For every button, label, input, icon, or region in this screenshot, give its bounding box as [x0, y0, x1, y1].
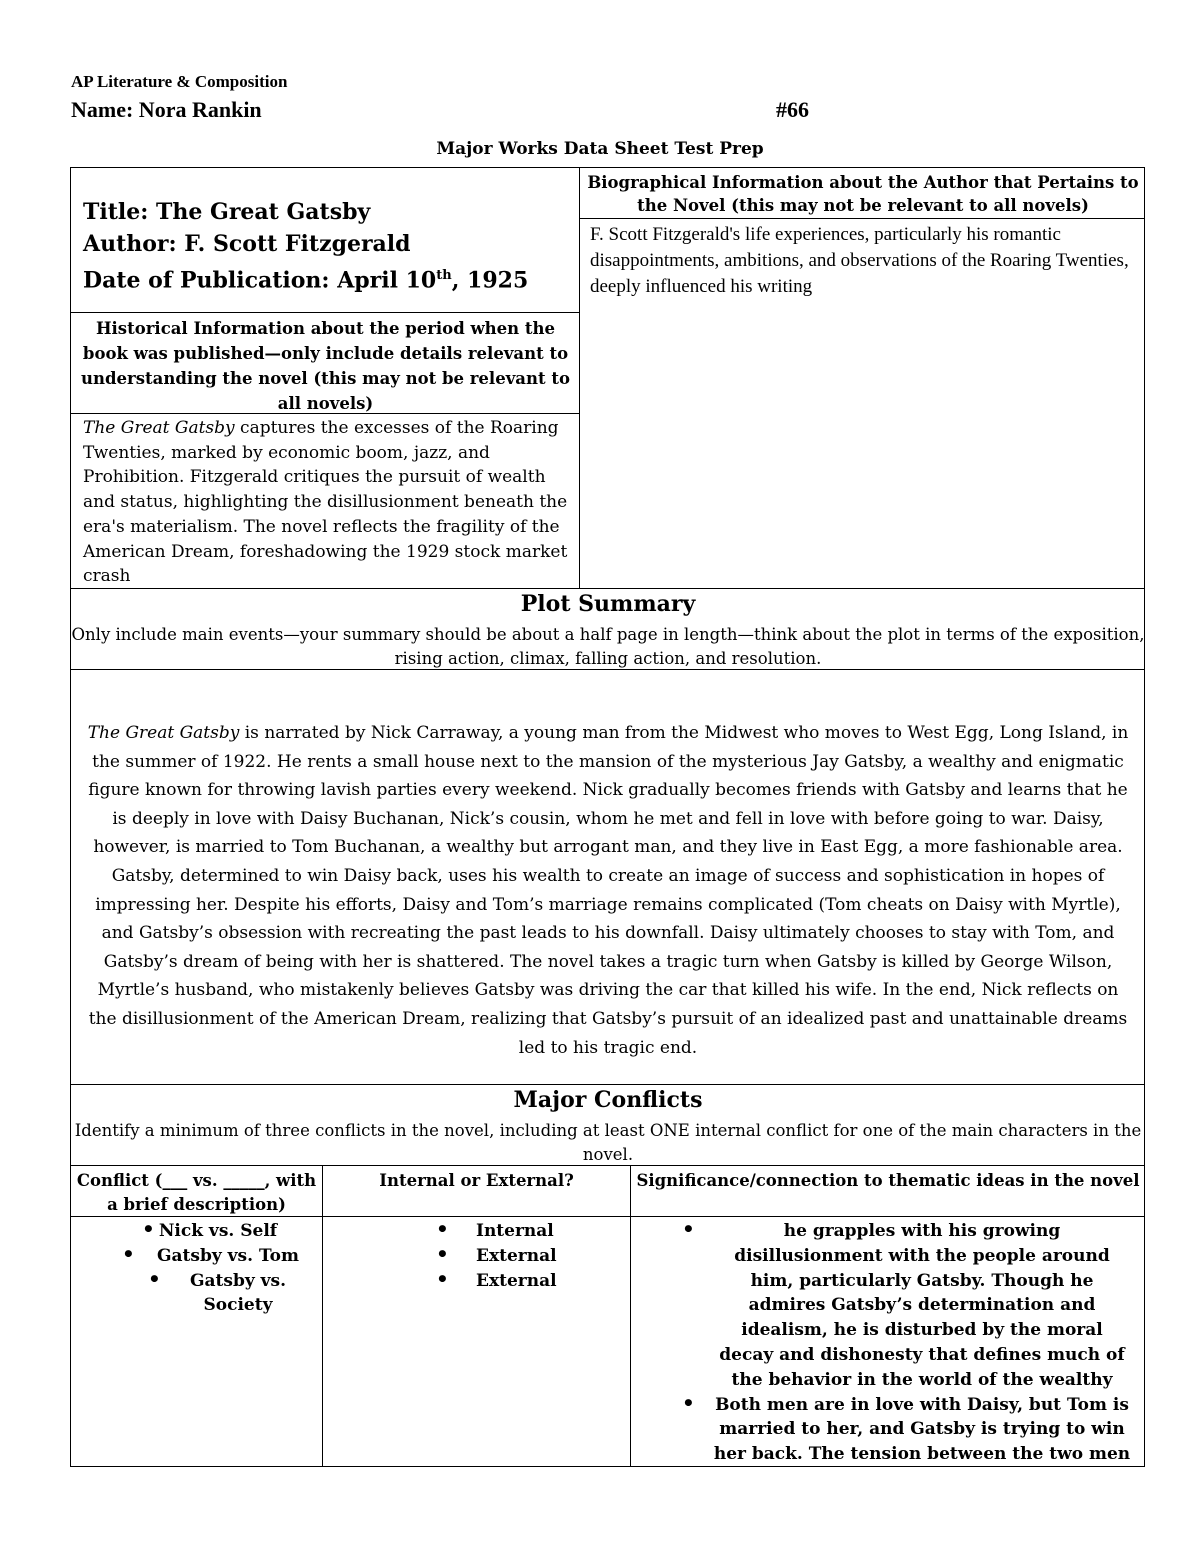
- historical-text: The Great Gatsby captures the excesses of the Roaring Twenties, marked by economic boom, jazz, and Prohibition. Fitzgerald critiques the pursuit of wealth and status, highlighting the disillusionment beneath the era's materialism. The novel reflects the fragility of the American Dream, foreshadowing the 1929 stock market crash: [83, 418, 568, 587]
- bio-heading: Biographical Information about the Author that Pertains to the Novel (this may not be relevant to all novels): [587, 173, 1139, 215]
- type-list: [440, 1219, 590, 1293]
- student-number: #66: [776, 97, 809, 122]
- list-item: • External: [440, 1244, 596, 1269]
- bio-text: F. Scott Fitzgerald's life experiences, particularly his romantic disappointments, ambitions, and observations of the Roaring Twenties, deeply influenced his writing: [590, 224, 1129, 297]
- list-item: • Internal: [440, 1219, 596, 1244]
- plot-summary-text: The Great Gatsby is narrated by Nick Carraway, a young man from the Midwest who moves to West Egg, Long Island, in the summer of 1922. He rents a small house next to the mansion of the mysterious Jay Gatsby, a wealthy and enigmatic figure known for throwing lavish parties every weekend. Nick gradually becomes friends with Gatsby and learns that he is deeply in love with Daisy Buchanan, Nick’s cousin, whom he met and fell in love with before going to war. Daisy, however, is married to Tom Buchanan, a wealthy but arrogant man, and they live in East Egg, a more fashionable area. Gatsby, determined to win Daisy back, uses his wealth to create an image of success and sophistication in hopes of impressing her. Despite his efforts, Daisy and Tom’s marriage remains complicated (Tom cheats on Daisy with Myrtle), and Gatsby’s obsession with recreating the past leads to his downfall. Daisy ultimately chooses to stay with Tom, and Gatsby’s dream of being with her is shattered. The novel takes a tragic turn when Gatsby is killed by George Wilson, Myrtle’s husband, who mistakenly believes Gatsby was driving the car that killed his wife. In the end, Nick reflects on the disillusionment of the American Dream, realizing that Gatsby’s pursuit of an idealized past and unattainable dreams led to his tragic end.: [87, 723, 1129, 1058]
- publication-date: Date of Publication: April 10th, 1925: [83, 267, 529, 294]
- type-column-header: Internal or External?: [379, 1171, 574, 1190]
- student-name: Name: Nora Rankin: [71, 97, 262, 122]
- list-item: • Both men are in love with Daisy, but Tom is married to her, and Gatsby is trying to win her back. The tension between the two men: [712, 1393, 1132, 1467]
- historical-heading: Historical Information about the period when the book was published—only include details relevant to understanding the novel (this may not be relevant to all novels): [81, 319, 570, 413]
- plot-heading: Plot Summary: [520, 591, 696, 617]
- conflict-list: [128, 1219, 328, 1318]
- significance-list: [712, 1219, 1132, 1467]
- course-title: AP Literature & Composition: [71, 72, 288, 91]
- list-item: • Gatsby vs. Society: [128, 1269, 308, 1319]
- list-item: • Gatsby vs. Tom: [128, 1244, 328, 1269]
- book-author: Author: F. Scott Fitzgerald: [83, 231, 411, 257]
- list-item: • he grapples with his growing disillusionment with the people around him, particularly Gatsby. Though he admires Gatsby’s determination and idealism, he is disturbed by the moral decay and dishonesty that defines much of the behavior in the world of the wealthy: [712, 1219, 1132, 1393]
- conflicts-heading: Major Conflicts: [513, 1087, 703, 1113]
- plot-instructions: Only include main events—your summary should be about a half page in length—think about the plot in terms of the exposition, rising action, climax, falling action, and resolution.: [71, 625, 1145, 668]
- list-item: • External: [440, 1269, 596, 1294]
- book-title: Title: The Great Gatsby: [83, 199, 371, 225]
- book-info: [83, 196, 528, 296]
- conflict-column-header: Conflict (___ vs. _____, with a brief description): [76, 1171, 317, 1214]
- conflicts-instructions: Identify a minimum of three conflicts in the novel, including at least ONE internal conflict for one of the main characters in the novel.: [74, 1121, 1142, 1164]
- significance-column-header: Significance/connection to thematic ideas in the novel: [636, 1171, 1140, 1190]
- list-item: • Nick vs. Self: [128, 1219, 308, 1244]
- sheet-title: Major Works Data Sheet Test Prep: [436, 139, 764, 159]
